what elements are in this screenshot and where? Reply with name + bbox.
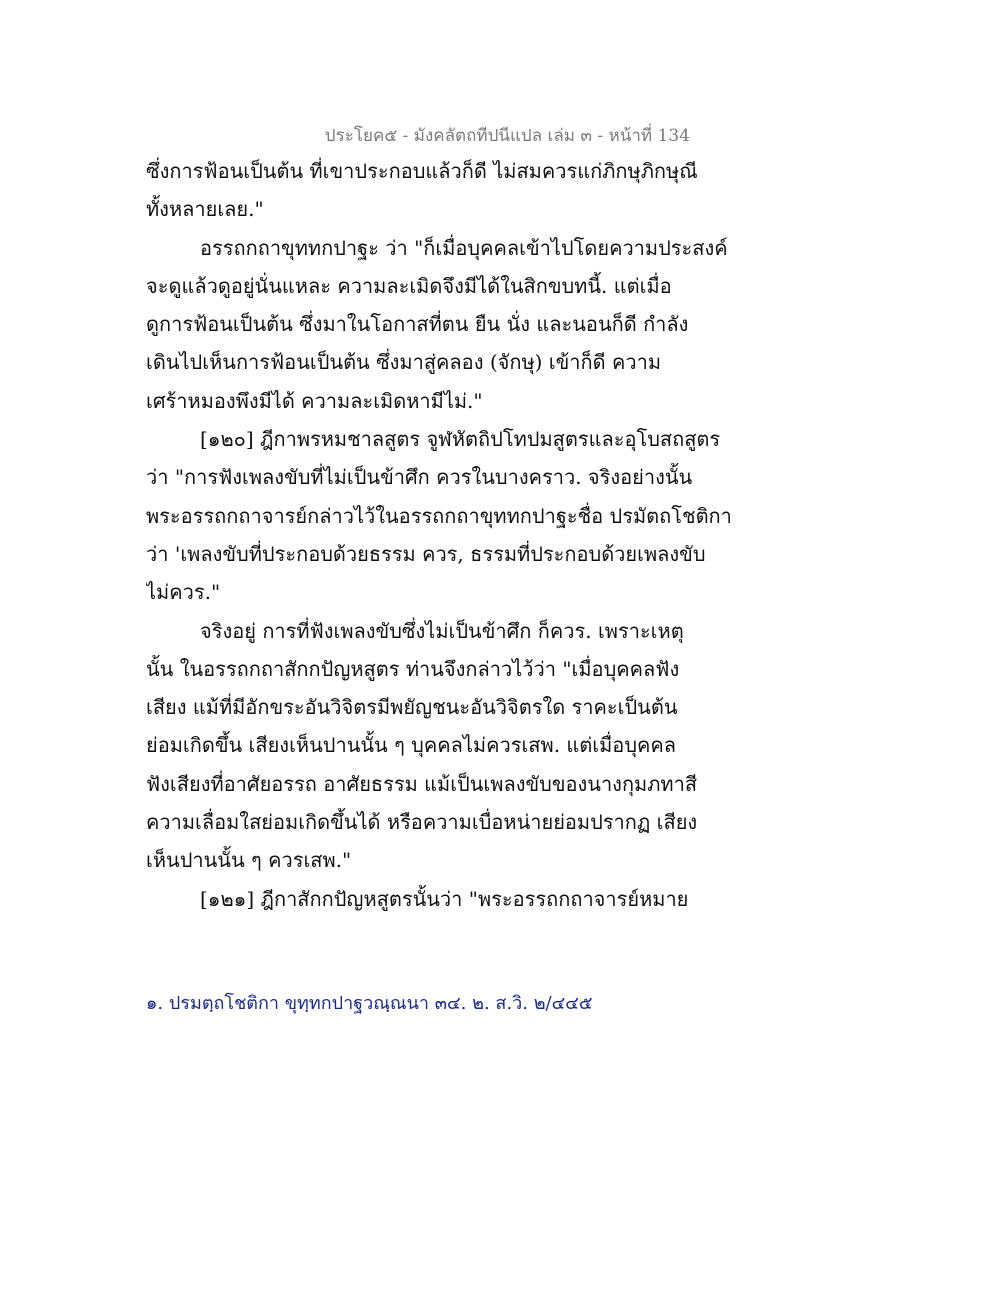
page-header: ประโยค๕ - มังคลัตถทีปนีแปล เล่ม ๓ - หน้าที่ 134	[324, 126, 690, 146]
paragraph-start-line: [๑๒๐] ฎีกาพรหมชาลสูตร จูฬหัตถิปโทปมสูตรและอุโบสถสูตร	[200, 427, 721, 452]
text-line: ว่า 'เพลงขับที่ประกอบด้วยธรรม ควร, ธรรมที่ประกอบด้วยเพลงขับ	[146, 541, 706, 566]
text-line: จะดูแล้วดูอยู่นั่นแหละ ความละเมิดจึงมีได้ในสิกขบทนี้. แต่เมื่อ	[146, 273, 672, 298]
text-line: เสียง แม้ที่มีอักขระอันวิจิตรมีพยัญชนะอันวิจิตรใด ราคะเป็นต้น	[146, 695, 678, 720]
text-line: ความเลื่อมใสย่อมเกิดขึ้นได้ หรือความเบื่อหน่ายย่อมปรากฏ เสียง	[146, 810, 698, 835]
text-line: ดูการฟ้อนเป็นต้น ซึ่งมาในโอกาสที่ตน ยืน นั่ง และนอนก็ดี กำลัง	[146, 312, 689, 337]
text-line: ซึ่งการฟ้อนเป็นต้น ที่เขาประกอบแล้วก็ดี ไม่สมควรแก่ภิกษุภิกษุณี	[146, 159, 698, 183]
text-line: พระอรรถกถาจารย์กล่าวไว้ในอรรถกถาขุททกปาฐะชื่อ ปรมัตถโชติกา	[146, 503, 732, 528]
text-line: ว่า "การฟังเพลงขับที่ไม่เป็นข้าศึก ควรในบางคราว. จริงอย่างนั้น	[146, 465, 693, 490]
text-line: เห็นปานนั้น ๆ ควรเสพ."	[146, 848, 352, 873]
text-line: เศร้าหมองพึงมีได้ ความละเมิดหามีไม่."	[146, 388, 483, 413]
text-line: ย่อมเกิดขึ้น เสียงเห็นปานนั้น ๆ บุคคลไม่ควรเสพ. แต่เมื่อบุคคล	[146, 733, 677, 758]
text-line: ไม่ควร."	[146, 580, 221, 605]
paragraph-start-line: [๑๒๑] ฎีกาสักกปัญหสูตรนั้นว่า "พระอรรถกถาจารย์หมาย	[200, 886, 689, 911]
paragraph-start-line: จริงอยู่ การที่ฟังเพลงขับซึ่งไม่เป็นข้าศึก ก็ควร. เพราะเหตุ	[200, 618, 684, 643]
body-text	[146, 152, 746, 918]
text-line: ฟังเสียงที่อาศัยอรรถ อาศัยธรรม แม้เป็นเพลงขับของนางกุมภทาสี	[146, 771, 698, 796]
text-line: เดินไปเห็นการฟ้อนเป็นต้น ซึ่งมาสู่คลอง (จักษุ) เข้าก็ดี ความ	[146, 350, 662, 375]
text-line: ทั้งหลายเลย."	[146, 197, 264, 222]
paragraph-start-line: อรรถกถาขุททกปาฐะ ว่า "ก็เมื่อบุคคลเข้าไปโดยความประสงค์	[200, 235, 728, 260]
footnote: ๑. ปรมตฺถโชติกา ขุทฺทกปาฐวณฺณนา ๓๔. ๒. ส.วิ. ๒/๔๔๕	[146, 993, 593, 1014]
text-line: นั้น ในอรรถกถาสักกปัญหสูตร ท่านจึงกล่าวไว้ว่า "เมื่อบุคคลฟัง	[146, 656, 680, 681]
